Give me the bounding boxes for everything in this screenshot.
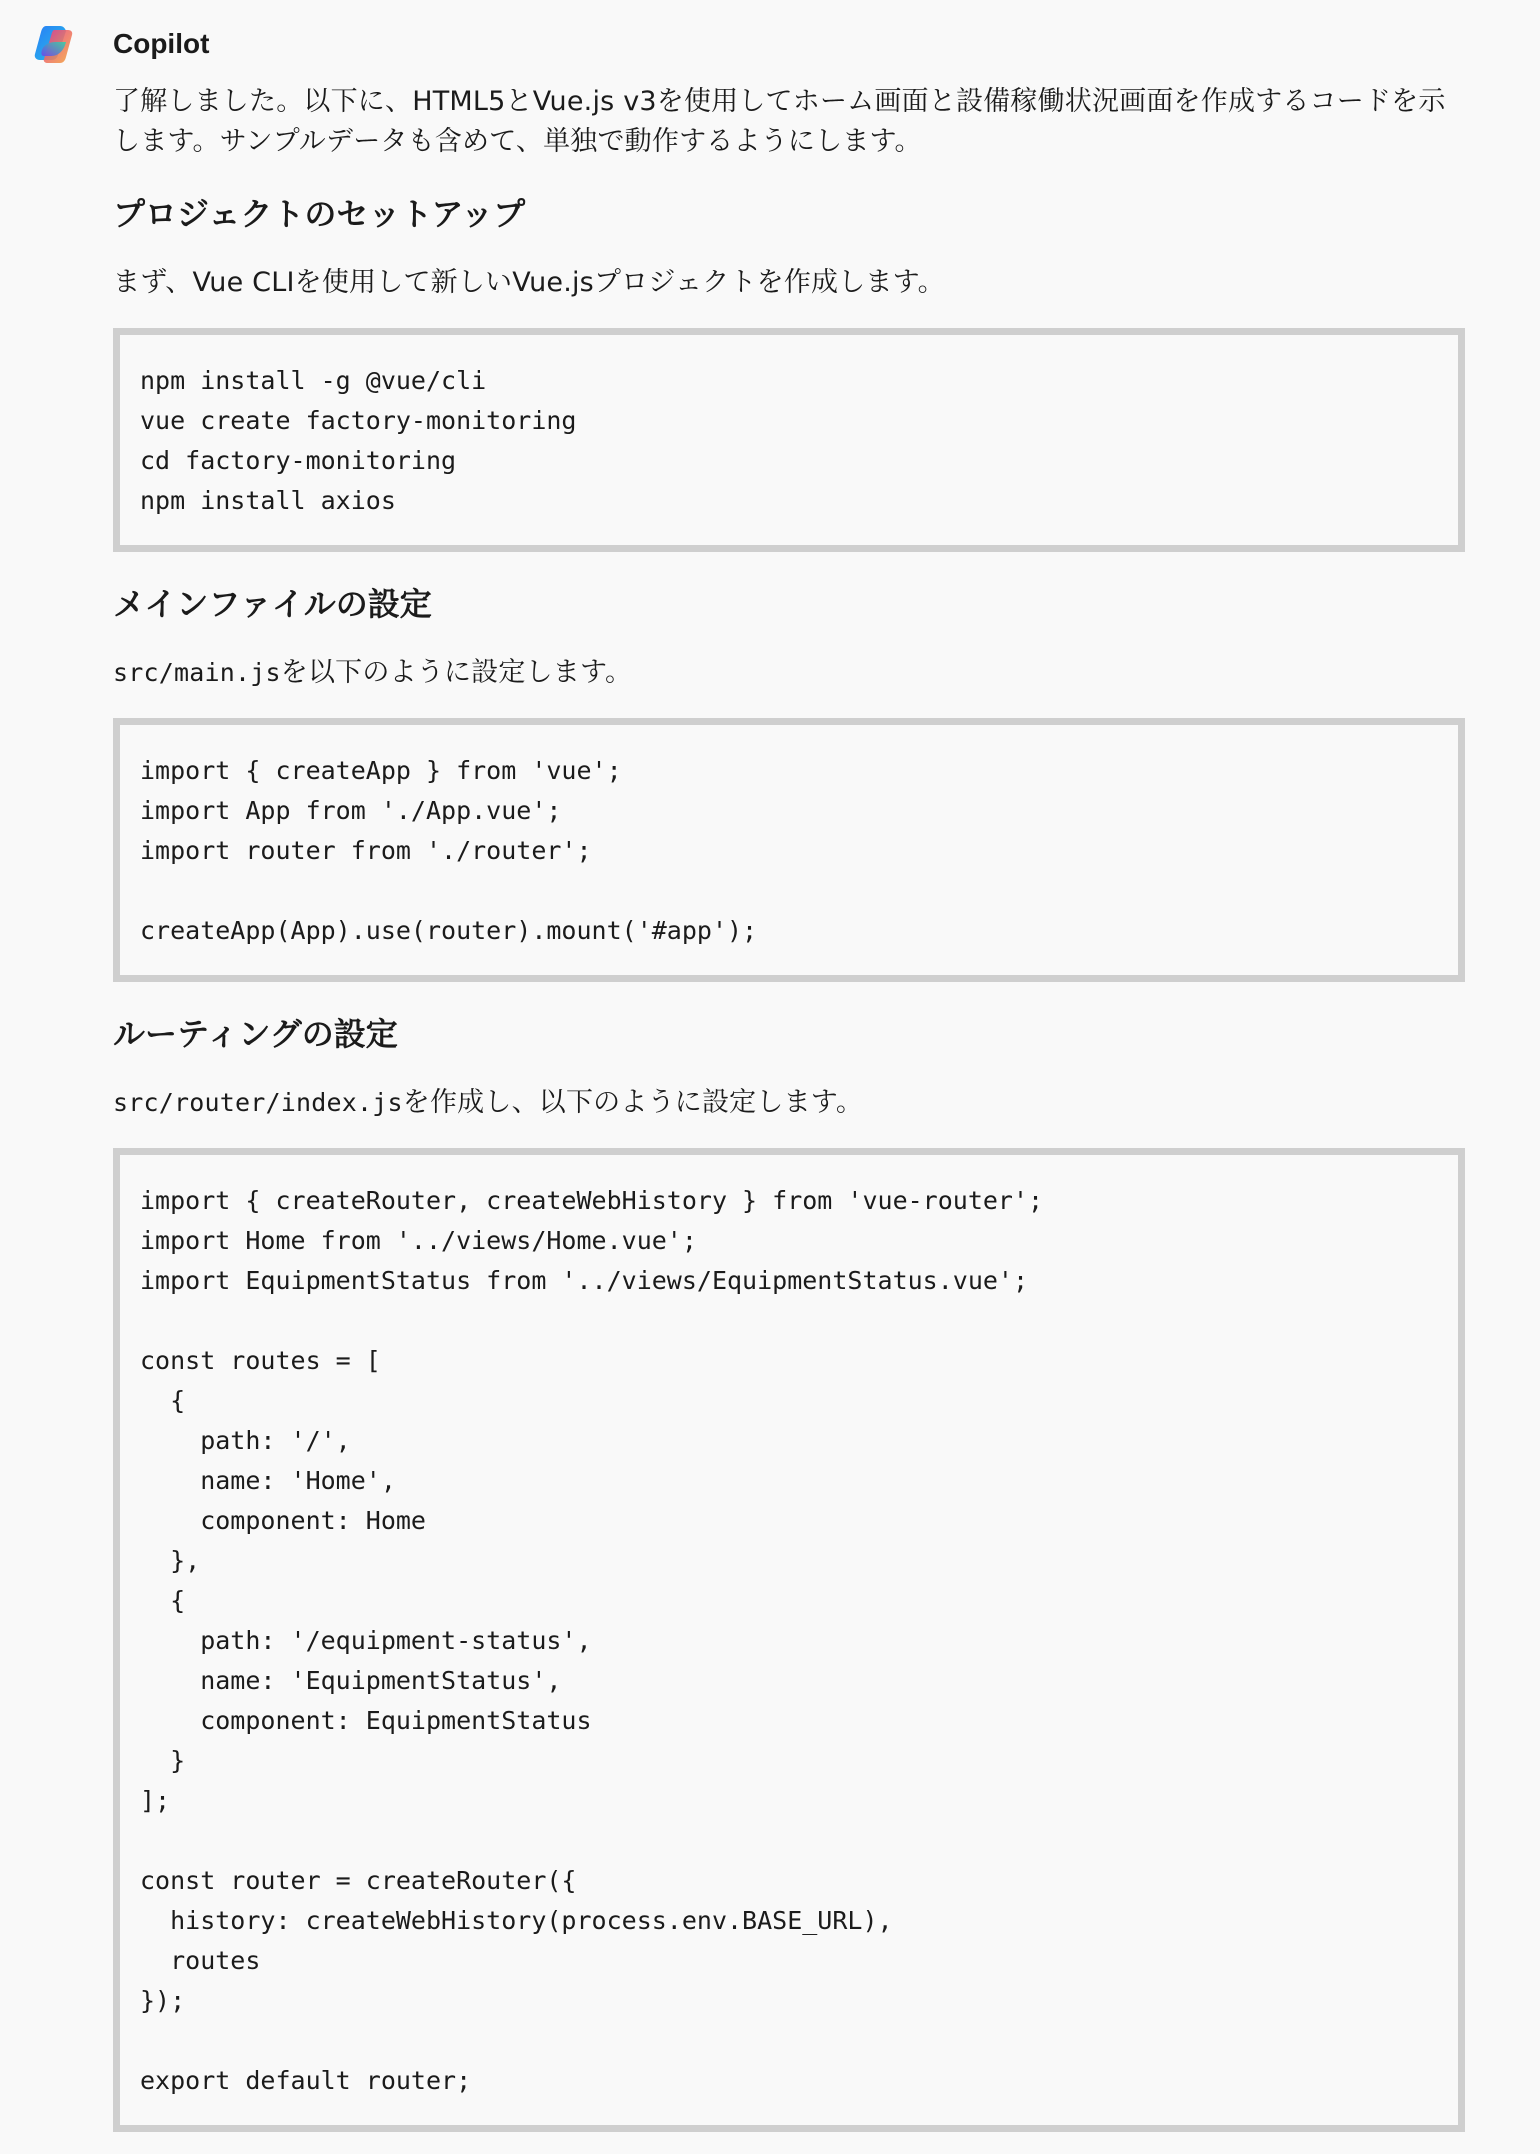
code-line: npm install -g @vue/cli <box>140 366 487 395</box>
code-line: vue create factory-monitoring <box>140 406 577 435</box>
code-line: ]; <box>140 1786 171 1815</box>
code-line <box>140 2021 1438 2061</box>
inline-code-router-path: src/router/index.js <box>113 1088 403 1117</box>
message-author: Copilot <box>113 28 210 59</box>
code-line: }, <box>140 1546 201 1575</box>
code-line: path: '/', <box>140 1426 351 1455</box>
code-line <box>140 1301 1438 1341</box>
code-line: npm install axios <box>140 486 396 515</box>
code-line: import Home from '../views/Home.vue'; <box>140 1226 697 1255</box>
intro-text: 了解しました。以下に、HTML5とVue.js v3を使用してホーム画面と設備稼働状況画面を作成するコードを示します。サンプルデータも含めて、単独で動作するようにします。 <box>113 86 1446 157</box>
code-line: import router from './router'; <box>140 836 592 865</box>
section-heading-routing: ルーティングの設定 <box>113 1015 398 1053</box>
code-line: const router = createRouter({ <box>140 1866 577 1895</box>
code-line: name: 'EquipmentStatus', <box>140 1666 562 1695</box>
section-text-setup-body: まず、Vue CLIを使用して新しいVue.jsプロジェクトを作成します。 <box>113 267 945 298</box>
code-block-main[interactable] <box>113 718 1465 982</box>
section-text-setup <box>113 263 1465 303</box>
code-line: export default router; <box>140 2066 472 2095</box>
code-line: import App from './App.vue'; <box>140 796 562 825</box>
code-line <box>140 871 1438 911</box>
section-text-main <box>113 653 1465 693</box>
code-line: } <box>140 1746 186 1775</box>
code-line: name: 'Home', <box>140 1466 396 1495</box>
code-line: path: '/equipment-status', <box>140 1626 592 1655</box>
code-line: history: createWebHistory(process.env.BASE_URL), <box>140 1906 893 1935</box>
code-line: }); <box>140 1986 186 2015</box>
code-line: { <box>140 1586 186 1615</box>
code-content-main <box>140 751 1438 951</box>
section-text-main-body: を以下のように設定します。 <box>280 657 633 688</box>
section-text-routing-body: を作成し、以下のように設定します。 <box>402 1087 864 1118</box>
code-line: const routes = [ <box>140 1346 381 1375</box>
code-line: routes <box>140 1946 261 1975</box>
message-header <box>32 20 80 68</box>
section-text-routing <box>113 1083 1465 1123</box>
code-content-routing <box>140 1181 1438 2101</box>
code-block-routing[interactable] <box>113 1148 1465 2132</box>
code-line: import { createApp } from 'vue'; <box>140 756 622 785</box>
message-content <box>113 82 1465 2132</box>
code-block-setup[interactable] <box>113 328 1465 552</box>
inline-code-main-path: src/main.js <box>113 658 281 687</box>
section-heading-main: メインファイルの設定 <box>113 585 432 623</box>
code-line: component: EquipmentStatus <box>140 1706 592 1735</box>
code-line: cd factory-monitoring <box>140 446 457 475</box>
code-line <box>140 1821 1438 1861</box>
code-line: import EquipmentStatus from '../views/EquipmentStatus.vue'; <box>140 1266 1029 1295</box>
code-line: component: Home <box>140 1506 426 1535</box>
code-line: import { createRouter, createWebHistory } from 'vue-router'; <box>140 1186 1044 1215</box>
code-line: createApp(App).use(router).mount('#app'); <box>140 916 758 945</box>
copilot-logo-icon <box>32 20 80 68</box>
code-content-setup <box>140 361 1438 521</box>
section-heading-setup: プロジェクトのセットアップ <box>113 195 526 233</box>
code-line: { <box>140 1386 186 1415</box>
